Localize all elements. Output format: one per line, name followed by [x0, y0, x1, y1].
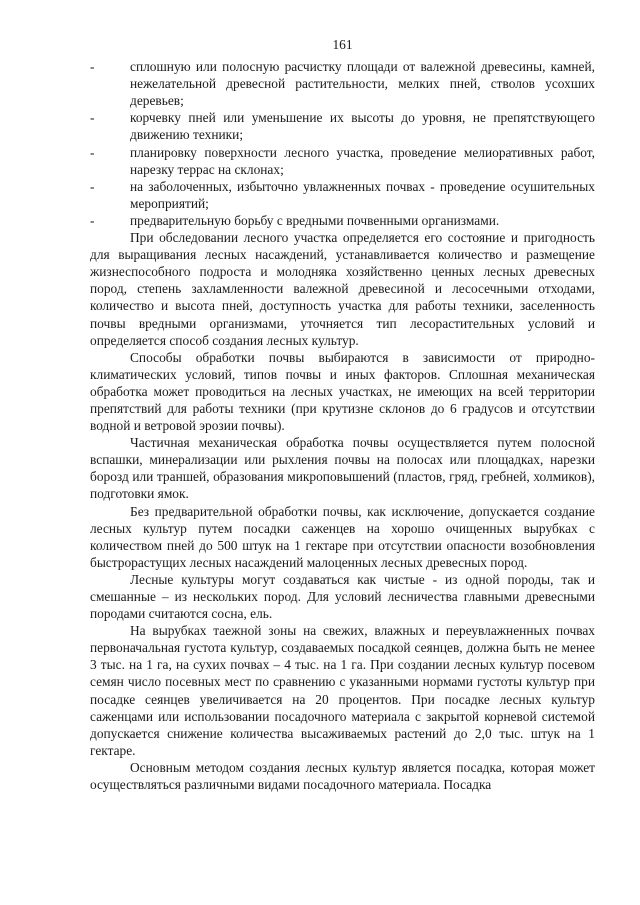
- list-dash: -: [90, 144, 95, 160]
- list-item: [90, 178, 595, 212]
- list-item-text: планировку поверхности лесного участка, проведение мелиоративных работ, нарезку террас на склонах;: [130, 144, 595, 177]
- list-item: [90, 109, 595, 143]
- paragraph: Частичная механическая обработка почвы осуществляется путем полосной вспашки, минерализации или рыхления почвы на полосах или площадках, нарезки борозд или траншей, образования микроповышений (пластов, гряд, гребней, холмиков), подготовки ямок.: [90, 435, 595, 502]
- list-item: [90, 212, 595, 229]
- paragraph: Основным методом создания лесных культур является посадка, которая может осуществляться различными видами посадочного материала. Посадка: [90, 759, 595, 793]
- list-item: [90, 58, 595, 109]
- paragraph: Лесные культуры могут создаваться как чистые - из одной породы, так и смешанные – из нескольких пород. Для условий лесничества главными древесными породами считаются сосна, ель.: [90, 571, 595, 622]
- list-item-text: предварительную борьбу с вредными почвенными организмами.: [130, 212, 500, 228]
- list-dash: -: [90, 59, 95, 75]
- list-item-text: сплошную или полосную расчистку площади от валежной древесины, камней, нежелательной древесной растительности, мелких пней, стволов усохших деревьев;: [130, 59, 595, 109]
- paragraph: При обследовании лесного участка определяется его состояние и пригодность для выращивания лесных насаждений, устанавливается количество и размещение жизнеспособного подроста и молодняка хозяйственно ценных лесных древесных пород, степень захламленности валежной древесиной и лесосечными отходами, количество и высота пней, доступность участка для работы техники, заселенность почвы вредными организмами, уточняется тип лесорастительных условий и определяется способ создания лесных культур.: [90, 230, 595, 348]
- list-item: [90, 144, 595, 178]
- list-item-text: корчевку пней или уменьшение их высоты до уровня, не препятствующего движению техники;: [130, 110, 595, 143]
- paragraph: Способы обработки почвы выбираются в зависимости от природно-климатических условий, типов почвы и иных факторов. Сплошная механическая обработка может проводиться на лесных участках, не имеющих на всей территории препятствий для работы техники (при крутизне склонов до 6 градусов и отсутствии водной и ветровой эрозии почвы).: [90, 349, 595, 434]
- list-item-text: на заболоченных, избыточно увлажненных почвах - проведение осушительных мероприятий;: [130, 178, 595, 211]
- paragraph: Без предварительной обработки почвы, как исключение, допускается создание лесных культур путем посадки саженцев на хорошо очищенных вырубках с количеством пней до 500 штук на 1 гектаре при отсутствии опасности возобновления быстрорастущих лесных насаждений малоценных лесных древесных пород.: [90, 503, 595, 570]
- list-dash: -: [90, 110, 95, 126]
- document-page: [90, 36, 595, 793]
- list-dash: -: [90, 212, 95, 228]
- page-number: 161: [332, 37, 353, 52]
- list-dash: -: [90, 178, 95, 194]
- paragraph: На вырубках таежной зоны на свежих, влажных и переувлажненных почвах первоначальная густота культур, создаваемых посадкой сеянцев, должна быть не менее 3 тыс. на 1 га, на сухих почвах – 4 тыс. на 1 га. При создании лесных культур посевом семян число посевных мест по сравнению с указанными нормами густоты культур при посадке сеянцев увеличивается на 20 процентов. При посадке лесных культур саженцами или использовании посадочного материала с закрытой корневой системой допускается снижение количества высаживаемых растений до 2,0 тыс. штук на 1 гектаре.: [90, 623, 595, 758]
